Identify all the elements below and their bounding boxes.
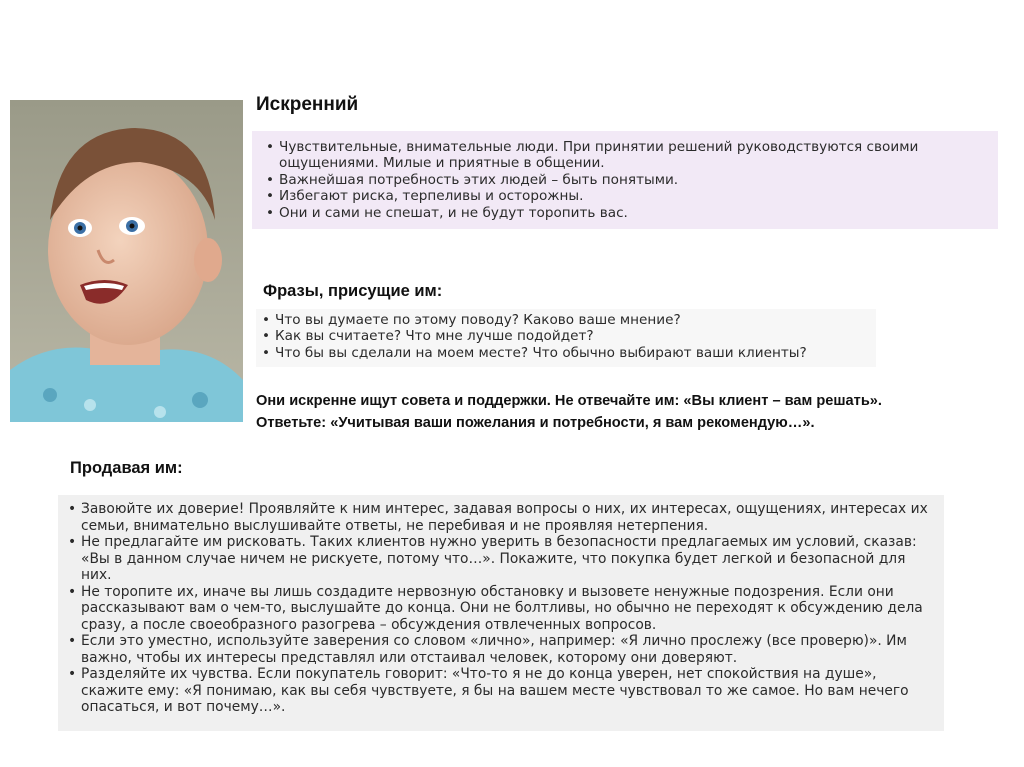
list-item: • Разделяйте их чувства. Если покупатель говорит: «Что-то я не до конца уверен, нет спокойствия на душе», скажите ему: «Я понимаю, как вы себя чувствуете, я бы на вашем месте чувствовал то же самое. Но вам нечего опасаться, и вот почему…».: [66, 666, 936, 716]
phrases-list: [256, 309, 876, 361]
smiling-baby-image: [10, 100, 243, 422]
phrases-heading: Фразы, присущие им:: [263, 282, 443, 300]
advice-text: [256, 390, 1016, 434]
list-item: • Не предлагайте им рисковать. Таких клиентов нужно уверить в безопасности предлагаемых им условий, сказав: «Вы в данном случае ничем не рискуете, потому что…». Покажите, что покупка будет легкой и безопасной для них.: [66, 534, 936, 584]
traits-box: [252, 131, 998, 229]
traits-list: [252, 131, 998, 221]
list-item: • Если это уместно, используйте заверения со словом «лично», например: «Я лично прослежу (все проверю)». Им важно, чтобы их интересы представлял или отстаивал человек, которому они доверяют.: [66, 633, 936, 666]
page-title: Искренний: [256, 94, 359, 115]
list-item: • Избегают риска, терпеливы и осторожны.: [264, 188, 988, 204]
advice-line-2: Ответьте: «Учитывая ваши пожелания и потребности, я вам рекомендую…».: [256, 415, 815, 431]
baby-photo: [10, 100, 243, 422]
phrases-box: [256, 309, 876, 367]
selling-box: [58, 495, 944, 731]
selling-heading: Продавая им:: [70, 459, 183, 477]
list-item: • Они и сами не спешат, и не будут торопить вас.: [264, 205, 988, 221]
list-item: • Завоюйте их доверие! Проявляйте к ним интерес, задавая вопросы о них, их интересах, ощущениях, интересах их семьи, внимательно выслушивайте ответы, не перебивая и не проявляя нетерпения.: [66, 501, 936, 534]
advice-line-1: Они искренне ищут совета и поддержки. Не отвечайте им: «Вы клиент – вам решать».: [256, 393, 882, 409]
list-item: • Чувствительные, внимательные люди. При принятии решений руководствуются своими ощущениями. Милые и приятные в общении.: [264, 139, 988, 172]
list-item: • Что вы думаете по этому поводу? Каково ваше мнение?: [260, 312, 870, 328]
list-item: • Как вы считаете? Что мне лучше подойдет?: [260, 328, 870, 344]
list-item: • Что бы вы сделали на моем месте? Что обычно выбирают ваши клиенты?: [260, 345, 870, 361]
selling-list: [58, 495, 944, 716]
list-item: • Важнейшая потребность этих людей – быть понятыми.: [264, 172, 988, 188]
list-item: • Не торопите их, иначе вы лишь создадите нервозную обстановку и вызовете ненужные подозрения. Если они рассказывают вам о чем-то, выслушайте до конца. Они не болтливы, но обычно не переходят к обсуждению дела сразу, а после своеобразного разогрева – обсуждения отвлеченных вопросов.: [66, 584, 936, 634]
